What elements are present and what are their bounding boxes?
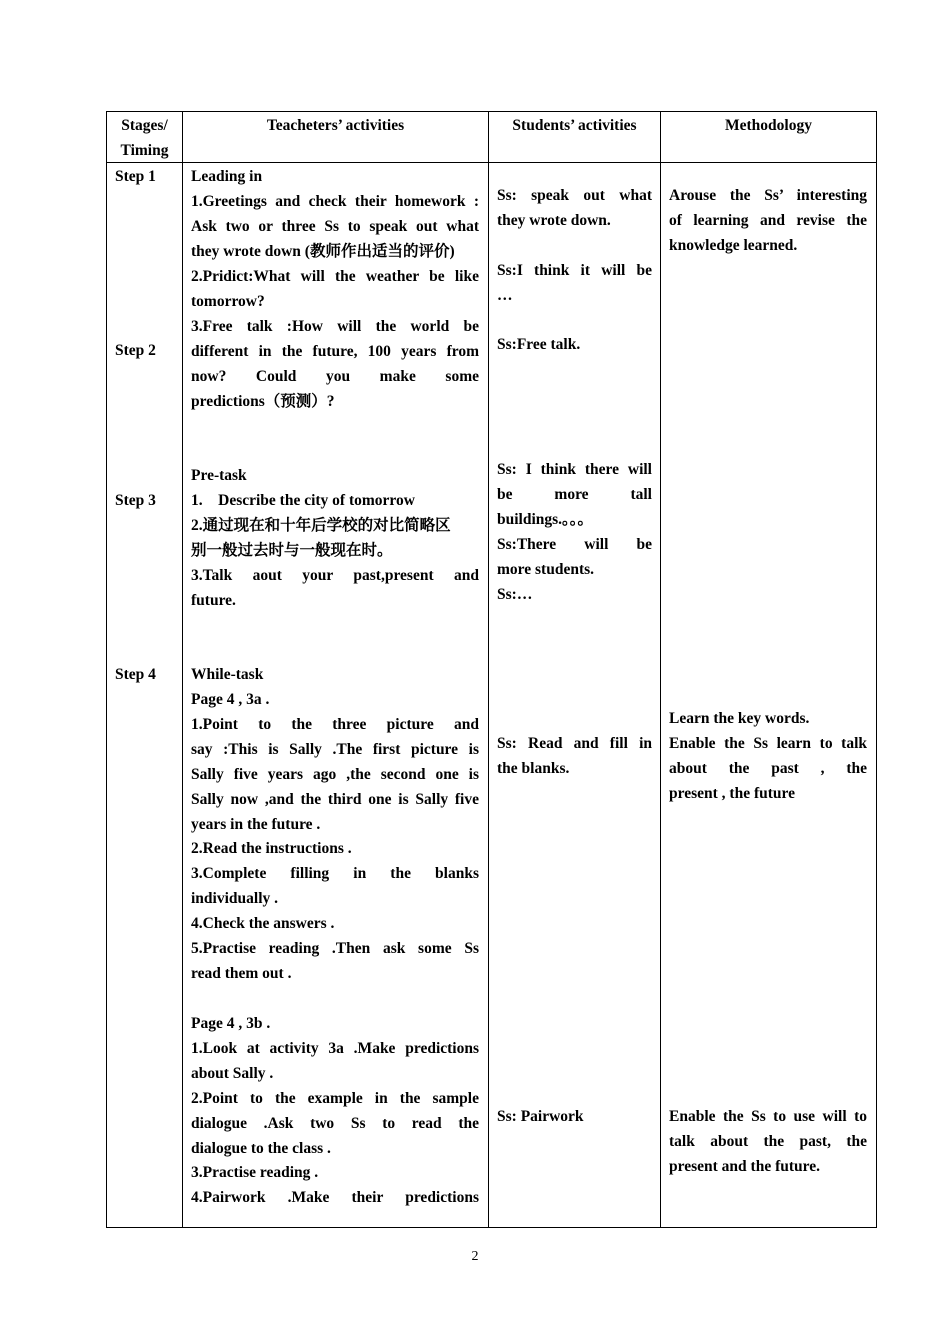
teacher-line: 2.通过现在和十年后学校的对比简略区 (191, 517, 451, 534)
student-line: Ss: Pairwork (497, 1108, 584, 1125)
student-line: they wrote down. (497, 212, 611, 229)
teacher-line: now? Could you make some (191, 368, 479, 385)
teacher-line: they wrote down (教师作出适当的评价) (191, 243, 455, 260)
teacher-line: 3.Talk aout your past,present and (191, 567, 479, 584)
teacher-line: Page 4 , 3a . (191, 691, 270, 708)
column-divider (660, 112, 661, 1227)
teacher-line: 3.Complete filling in the blanks (191, 865, 479, 882)
methodology-line: Arouse the Ss’ interesting (669, 187, 867, 204)
teacher-line: tomorrow? (191, 293, 265, 310)
header-methodology: Methodology (725, 117, 812, 134)
student-line: Ss:I think it will be (497, 262, 652, 279)
column-divider (182, 112, 183, 1227)
student-line: … (497, 287, 513, 304)
methodology-line: knowledge learned. (669, 237, 798, 254)
header-timing: Timing (120, 142, 169, 159)
methodology-line: Enable the Ss to use will to (669, 1108, 867, 1125)
teacher-line: 1.Greetings and check their homework : (191, 193, 479, 210)
section-title: Page 4 , 3b . (191, 1015, 271, 1032)
section-title: Pre-task (191, 467, 247, 484)
methodology-line: of learning and revise the (669, 212, 867, 229)
header-student-activities: Students’ activities (512, 117, 637, 134)
student-line: buildings.。。。 (497, 511, 594, 528)
step-label: Step 3 (115, 492, 156, 509)
teacher-line: 5.Practise reading .Then ask some Ss (191, 940, 479, 957)
teacher-line: different in the future, 100 years from (191, 343, 479, 360)
page-number: 2 (471, 1249, 479, 1264)
teacher-line: dialogue to the class . (191, 1140, 331, 1157)
methodology-line: talk about the past, the (669, 1133, 867, 1150)
teacher-line: Ask two or three Ss to speak out what (191, 218, 479, 235)
teacher-line: say :This is Sally .The first picture is (191, 741, 479, 758)
teacher-line: years in the future . (191, 816, 321, 833)
teacher-line: Sally five years ago ,the second one is (191, 766, 479, 783)
teacher-line: future. (191, 592, 236, 609)
teacher-line: 3.Free talk :How will the world be (191, 318, 479, 335)
step-label: Step 1 (115, 168, 156, 185)
section-title: Leading in (191, 168, 263, 185)
student-line: Ss: I think there will (497, 461, 652, 478)
column-divider (488, 112, 489, 1227)
student-line: Ss:… (497, 586, 533, 603)
student-line: more students. (497, 561, 595, 578)
methodology-line: Learn the key words. (669, 710, 810, 727)
methodology-line: about the past , the (669, 760, 867, 777)
methodology-line: present , the future (669, 785, 795, 802)
teacher-line: 1. Describe the city of tomorrow (191, 492, 415, 509)
student-line: be more tall (497, 486, 652, 503)
step-label: Step 2 (115, 342, 156, 359)
teacher-line: individually . (191, 890, 279, 907)
student-line: the blanks. (497, 760, 570, 777)
teacher-line: 1.Look at activity 3a .Make predictions (191, 1040, 479, 1057)
teacher-line: 3.Practise reading . (191, 1164, 319, 1181)
header-stages: Stages/ (121, 117, 168, 134)
teacher-line: dialogue .Ask two Ss to read the (191, 1115, 479, 1132)
section-title: While-task (191, 666, 264, 683)
student-line: Ss:Free talk. (497, 336, 581, 353)
teacher-line: 4.Check the answers . (191, 915, 335, 932)
header-teacher-activities: Teacheters’ activities (266, 117, 405, 134)
teacher-line: 2.Pridict:What will the weather be like (191, 268, 479, 285)
student-line: Ss: speak out what (497, 187, 652, 204)
step-label: Step 4 (115, 666, 156, 683)
header-divider (107, 162, 876, 163)
student-line: Ss:There will be (497, 536, 652, 553)
teacher-line: predictions（预测）? (191, 393, 335, 410)
teacher-line: read them out . (191, 965, 292, 982)
teacher-line: 别一般过去时与一般现在时。 (191, 542, 393, 559)
teacher-line: 2.Point to the example in the sample (191, 1090, 479, 1107)
methodology-line: present and the future. (669, 1158, 820, 1175)
methodology-line: Enable the Ss learn to talk (669, 735, 867, 752)
teacher-line: 4.Pairwork .Make their predictions (191, 1189, 479, 1206)
teacher-line: 2.Read the instructions . (191, 840, 352, 857)
teacher-line: Sally now ,and the third one is Sally five (191, 791, 479, 808)
student-line: Ss: Read and fill in (497, 735, 652, 752)
teacher-line: about Sally . (191, 1065, 274, 1082)
teacher-line: 1.Point to the three picture and (191, 716, 479, 733)
